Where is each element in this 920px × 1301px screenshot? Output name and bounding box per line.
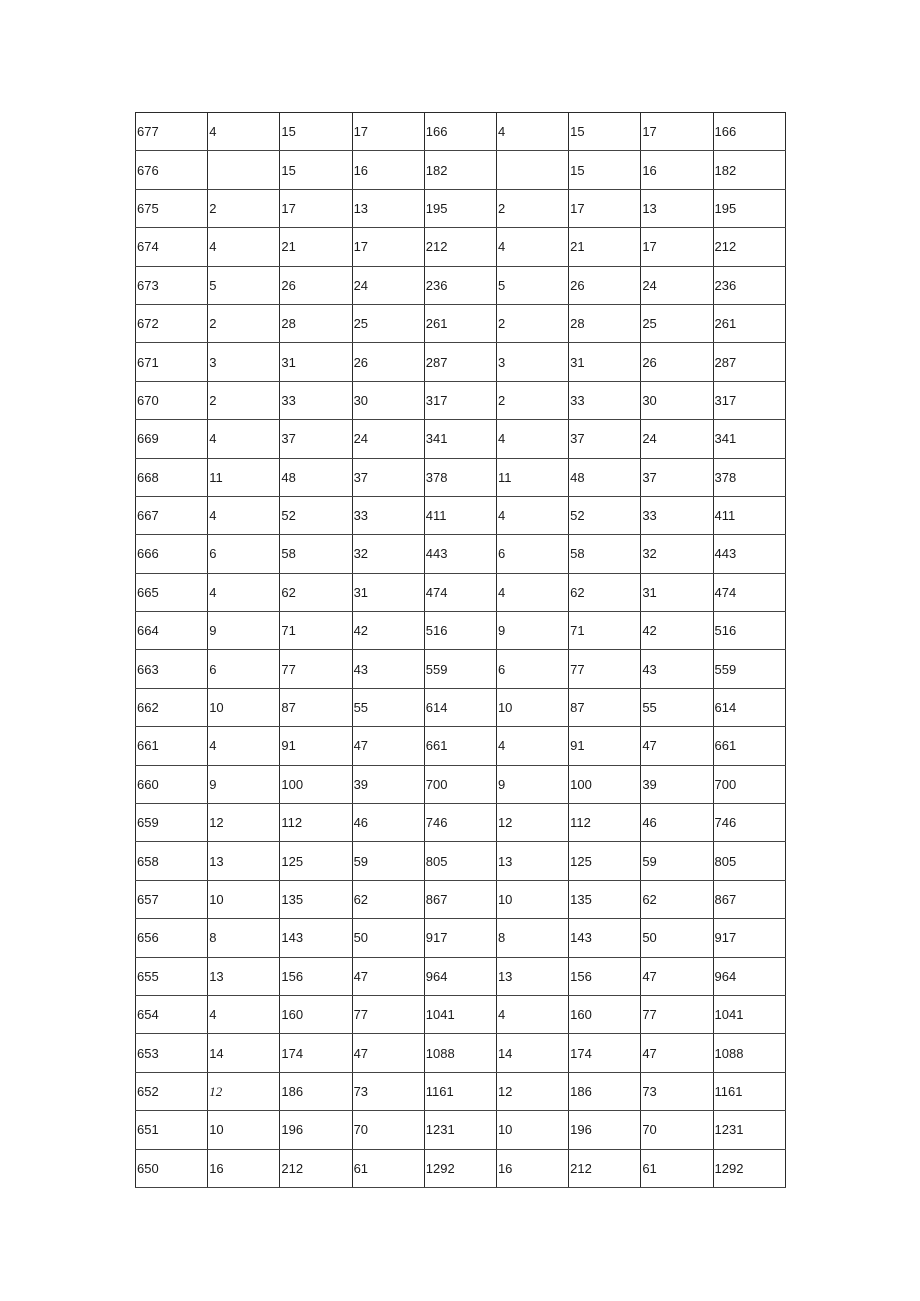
table-cell: 1231 [424, 1111, 496, 1149]
table-cell: 212 [713, 228, 785, 266]
table-cell: 125 [280, 842, 352, 880]
table-cell: 46 [352, 804, 424, 842]
score-cell: 674 [136, 228, 208, 266]
table-cell: 21 [280, 228, 352, 266]
table-cell: 661 [424, 727, 496, 765]
table-cell: 10 [208, 688, 280, 726]
table-cell: 37 [569, 420, 641, 458]
table-row [136, 842, 786, 880]
table-cell: 156 [280, 957, 352, 995]
table-cell: 25 [641, 304, 713, 342]
table-cell: 47 [352, 1034, 424, 1072]
table-row [136, 650, 786, 688]
table-cell: 287 [713, 343, 785, 381]
table-cell: 2 [496, 381, 568, 419]
table-cell: 516 [713, 612, 785, 650]
table-cell: 46 [641, 804, 713, 842]
table-cell: 87 [280, 688, 352, 726]
table-cell: 33 [641, 496, 713, 534]
table-row [136, 266, 786, 304]
score-cell: 662 [136, 688, 208, 726]
table-cell: 62 [641, 880, 713, 918]
table-cell: 12 [496, 804, 568, 842]
score-cell: 650 [136, 1149, 208, 1187]
table-cell: 91 [569, 727, 641, 765]
table-cell: 9 [496, 612, 568, 650]
score-table-body [136, 113, 786, 1188]
table-cell: 47 [352, 957, 424, 995]
table-cell: 71 [280, 612, 352, 650]
table-cell: 13 [352, 189, 424, 227]
table-cell: 1292 [713, 1149, 785, 1187]
table-cell: 867 [424, 880, 496, 918]
table-row [136, 880, 786, 918]
table-cell: 32 [352, 535, 424, 573]
table-row [136, 1149, 786, 1187]
table-cell: 143 [569, 919, 641, 957]
table-cell: 28 [280, 304, 352, 342]
table-cell: 614 [424, 688, 496, 726]
score-cell: 677 [136, 113, 208, 151]
table-cell: 58 [280, 535, 352, 573]
score-cell: 661 [136, 727, 208, 765]
table-row [136, 496, 786, 534]
table-cell: 16 [208, 1149, 280, 1187]
table-cell: 443 [424, 535, 496, 573]
table-row [136, 381, 786, 419]
table-row [136, 995, 786, 1033]
table-cell: 47 [641, 1034, 713, 1072]
table-row [136, 1034, 786, 1072]
table-cell: 48 [569, 458, 641, 496]
table-cell: 317 [713, 381, 785, 419]
table-row [136, 304, 786, 342]
table-cell: 42 [352, 612, 424, 650]
table-cell: 700 [713, 765, 785, 803]
table-cell: 805 [713, 842, 785, 880]
table-cell: 964 [713, 957, 785, 995]
table-cell: 4 [496, 995, 568, 1033]
table-cell: 12 [496, 1072, 568, 1110]
table-cell: 26 [352, 343, 424, 381]
table-row [136, 765, 786, 803]
table-cell [208, 151, 280, 189]
table-cell: 31 [641, 573, 713, 611]
table-cell: 16 [641, 151, 713, 189]
table-cell [496, 151, 568, 189]
table-cell: 31 [280, 343, 352, 381]
table-cell: 73 [641, 1072, 713, 1110]
table-cell: 37 [641, 458, 713, 496]
table-cell: 917 [424, 919, 496, 957]
table-cell: 559 [713, 650, 785, 688]
score-cell: 651 [136, 1111, 208, 1149]
table-cell: 236 [424, 266, 496, 304]
table-cell: 1231 [713, 1111, 785, 1149]
table-cell: 411 [713, 496, 785, 534]
table-cell: 614 [713, 688, 785, 726]
table-cell: 867 [713, 880, 785, 918]
table-cell: 9 [208, 765, 280, 803]
table-cell: 166 [424, 113, 496, 151]
table-cell: 1161 [424, 1072, 496, 1110]
table-cell: 31 [569, 343, 641, 381]
table-cell: 4 [496, 573, 568, 611]
table-cell: 2 [496, 189, 568, 227]
score-cell: 676 [136, 151, 208, 189]
table-cell: 160 [569, 995, 641, 1033]
table-cell: 6 [496, 650, 568, 688]
table-row [136, 573, 786, 611]
table-cell: 474 [424, 573, 496, 611]
table-cell: 47 [352, 727, 424, 765]
table-cell: 55 [352, 688, 424, 726]
table-cell: 4 [208, 228, 280, 266]
score-cell: 666 [136, 535, 208, 573]
table-row [136, 727, 786, 765]
table-row [136, 1111, 786, 1149]
table-cell: 100 [569, 765, 641, 803]
table-cell: 10 [496, 1111, 568, 1149]
table-row [136, 612, 786, 650]
table-row [136, 113, 786, 151]
table-cell: 13 [496, 842, 568, 880]
table-cell: 125 [569, 842, 641, 880]
table-cell: 236 [713, 266, 785, 304]
table-cell: 135 [280, 880, 352, 918]
table-cell: 964 [424, 957, 496, 995]
table-cell: 212 [424, 228, 496, 266]
table-cell: 6 [208, 535, 280, 573]
table-cell: 30 [641, 381, 713, 419]
table-cell: 516 [424, 612, 496, 650]
table-cell: 11 [208, 458, 280, 496]
table-cell: 12 [208, 1072, 280, 1110]
table-cell: 32 [641, 535, 713, 573]
table-cell: 10 [208, 880, 280, 918]
table-cell: 77 [569, 650, 641, 688]
score-cell: 667 [136, 496, 208, 534]
table-cell: 1041 [713, 995, 785, 1033]
table-cell: 28 [569, 304, 641, 342]
table-cell: 4 [208, 420, 280, 458]
score-cell: 668 [136, 458, 208, 496]
table-cell: 917 [713, 919, 785, 957]
table-cell: 73 [352, 1072, 424, 1110]
score-cell: 665 [136, 573, 208, 611]
table-cell: 17 [641, 113, 713, 151]
table-cell: 112 [569, 804, 641, 842]
table-cell: 13 [496, 957, 568, 995]
table-cell: 24 [352, 266, 424, 304]
table-row [136, 343, 786, 381]
table-cell: 17 [569, 189, 641, 227]
table-cell: 4 [496, 228, 568, 266]
table-cell: 196 [569, 1111, 641, 1149]
table-cell: 317 [424, 381, 496, 419]
table-cell: 17 [280, 189, 352, 227]
table-cell: 12 [208, 804, 280, 842]
table-cell: 52 [280, 496, 352, 534]
table-row [136, 957, 786, 995]
table-cell: 746 [713, 804, 785, 842]
table-cell: 174 [569, 1034, 641, 1072]
table-cell: 10 [496, 880, 568, 918]
table-cell: 43 [352, 650, 424, 688]
score-cell: 656 [136, 919, 208, 957]
table-cell: 87 [569, 688, 641, 726]
score-cell: 660 [136, 765, 208, 803]
score-cell: 659 [136, 804, 208, 842]
table-cell: 42 [641, 612, 713, 650]
table-cell: 9 [496, 765, 568, 803]
table-cell: 4 [208, 727, 280, 765]
table-cell: 24 [352, 420, 424, 458]
table-cell: 13 [208, 957, 280, 995]
table-cell: 47 [641, 727, 713, 765]
score-cell: 670 [136, 381, 208, 419]
table-cell: 70 [641, 1111, 713, 1149]
table-row [136, 189, 786, 227]
table-cell: 746 [424, 804, 496, 842]
table-cell: 24 [641, 266, 713, 304]
table-cell: 195 [713, 189, 785, 227]
table-cell: 212 [569, 1149, 641, 1187]
table-cell: 17 [352, 228, 424, 266]
score-cell: 652 [136, 1072, 208, 1110]
table-cell: 166 [713, 113, 785, 151]
table-cell: 4 [496, 420, 568, 458]
table-cell: 77 [641, 995, 713, 1033]
table-cell: 15 [569, 151, 641, 189]
table-cell: 8 [208, 919, 280, 957]
score-cell: 669 [136, 420, 208, 458]
table-cell: 4 [208, 573, 280, 611]
table-cell: 2 [208, 189, 280, 227]
table-cell: 182 [713, 151, 785, 189]
score-cell: 671 [136, 343, 208, 381]
table-cell: 33 [280, 381, 352, 419]
score-cell: 653 [136, 1034, 208, 1072]
table-cell: 2 [208, 381, 280, 419]
table-cell: 47 [641, 957, 713, 995]
table-cell: 700 [424, 765, 496, 803]
table-cell: 160 [280, 995, 352, 1033]
table-cell: 287 [424, 343, 496, 381]
table-cell: 341 [713, 420, 785, 458]
table-cell: 17 [641, 228, 713, 266]
table-row [136, 420, 786, 458]
table-cell: 8 [496, 919, 568, 957]
score-cell: 673 [136, 266, 208, 304]
table-cell: 186 [280, 1072, 352, 1110]
score-cell: 663 [136, 650, 208, 688]
table-cell: 9 [208, 612, 280, 650]
table-cell: 378 [713, 458, 785, 496]
table-cell: 4 [208, 496, 280, 534]
table-cell: 26 [641, 343, 713, 381]
table-cell: 48 [280, 458, 352, 496]
table-cell: 261 [713, 304, 785, 342]
table-cell: 13 [641, 189, 713, 227]
table-cell: 1292 [424, 1149, 496, 1187]
table-row [136, 1072, 786, 1110]
table-cell: 33 [569, 381, 641, 419]
table-cell: 62 [569, 573, 641, 611]
table-cell: 61 [641, 1149, 713, 1187]
table-cell: 3 [496, 343, 568, 381]
table-cell: 58 [569, 535, 641, 573]
table-cell: 16 [496, 1149, 568, 1187]
table-cell: 59 [352, 842, 424, 880]
table-cell: 196 [280, 1111, 352, 1149]
table-cell: 135 [569, 880, 641, 918]
table-cell: 4 [496, 727, 568, 765]
table-row [136, 919, 786, 957]
table-cell: 182 [424, 151, 496, 189]
table-cell: 50 [641, 919, 713, 957]
table-cell: 100 [280, 765, 352, 803]
table-cell: 26 [280, 266, 352, 304]
table-cell: 77 [280, 650, 352, 688]
score-cell: 654 [136, 995, 208, 1033]
table-cell: 2 [208, 304, 280, 342]
table-cell: 805 [424, 842, 496, 880]
table-cell: 43 [641, 650, 713, 688]
table-cell: 5 [496, 266, 568, 304]
table-cell: 1088 [713, 1034, 785, 1072]
table-cell: 4 [496, 113, 568, 151]
table-cell: 212 [280, 1149, 352, 1187]
table-row [136, 458, 786, 496]
table-cell: 1161 [713, 1072, 785, 1110]
table-cell: 195 [424, 189, 496, 227]
table-cell: 10 [496, 688, 568, 726]
table-cell: 1088 [424, 1034, 496, 1072]
table-cell: 2 [496, 304, 568, 342]
table-cell: 61 [352, 1149, 424, 1187]
score-cell: 672 [136, 304, 208, 342]
score-cell: 658 [136, 842, 208, 880]
table-cell: 37 [352, 458, 424, 496]
score-table [135, 112, 786, 1188]
table-cell: 13 [208, 842, 280, 880]
table-cell: 21 [569, 228, 641, 266]
table-cell: 378 [424, 458, 496, 496]
table-cell: 62 [280, 573, 352, 611]
table-cell: 14 [496, 1034, 568, 1072]
table-cell: 30 [352, 381, 424, 419]
table-cell: 411 [424, 496, 496, 534]
table-cell: 156 [569, 957, 641, 995]
table-row [136, 151, 786, 189]
table-cell: 31 [352, 573, 424, 611]
table-cell: 16 [352, 151, 424, 189]
table-cell: 52 [569, 496, 641, 534]
table-cell: 3 [208, 343, 280, 381]
table-cell: 62 [352, 880, 424, 918]
table-cell: 70 [352, 1111, 424, 1149]
table-cell: 661 [713, 727, 785, 765]
table-cell: 71 [569, 612, 641, 650]
table-row [136, 535, 786, 573]
score-cell: 657 [136, 880, 208, 918]
table-cell: 39 [352, 765, 424, 803]
table-cell: 341 [424, 420, 496, 458]
table-cell: 443 [713, 535, 785, 573]
table-cell: 26 [569, 266, 641, 304]
table-cell: 474 [713, 573, 785, 611]
table-cell: 5 [208, 266, 280, 304]
table-cell: 112 [280, 804, 352, 842]
table-cell: 50 [352, 919, 424, 957]
table-cell: 39 [641, 765, 713, 803]
score-cell: 664 [136, 612, 208, 650]
table-cell: 4 [208, 113, 280, 151]
table-cell: 261 [424, 304, 496, 342]
table-cell: 4 [496, 496, 568, 534]
table-cell: 174 [280, 1034, 352, 1072]
table-cell: 15 [280, 151, 352, 189]
table-cell: 10 [208, 1111, 280, 1149]
table-cell: 1041 [424, 995, 496, 1033]
table-cell: 6 [496, 535, 568, 573]
table-row [136, 688, 786, 726]
score-cell: 675 [136, 189, 208, 227]
table-cell: 4 [208, 995, 280, 1033]
table-cell: 14 [208, 1034, 280, 1072]
table-row [136, 804, 786, 842]
table-cell: 559 [424, 650, 496, 688]
table-cell: 15 [569, 113, 641, 151]
table-cell: 186 [569, 1072, 641, 1110]
table-cell: 143 [280, 919, 352, 957]
table-cell: 37 [280, 420, 352, 458]
table-cell: 91 [280, 727, 352, 765]
table-cell: 15 [280, 113, 352, 151]
table-cell: 33 [352, 496, 424, 534]
table-cell: 55 [641, 688, 713, 726]
score-cell: 655 [136, 957, 208, 995]
table-row [136, 228, 786, 266]
table-cell: 59 [641, 842, 713, 880]
table-cell: 77 [352, 995, 424, 1033]
table-cell: 17 [352, 113, 424, 151]
table-cell: 24 [641, 420, 713, 458]
table-cell: 11 [496, 458, 568, 496]
table-cell: 25 [352, 304, 424, 342]
table-cell: 6 [208, 650, 280, 688]
